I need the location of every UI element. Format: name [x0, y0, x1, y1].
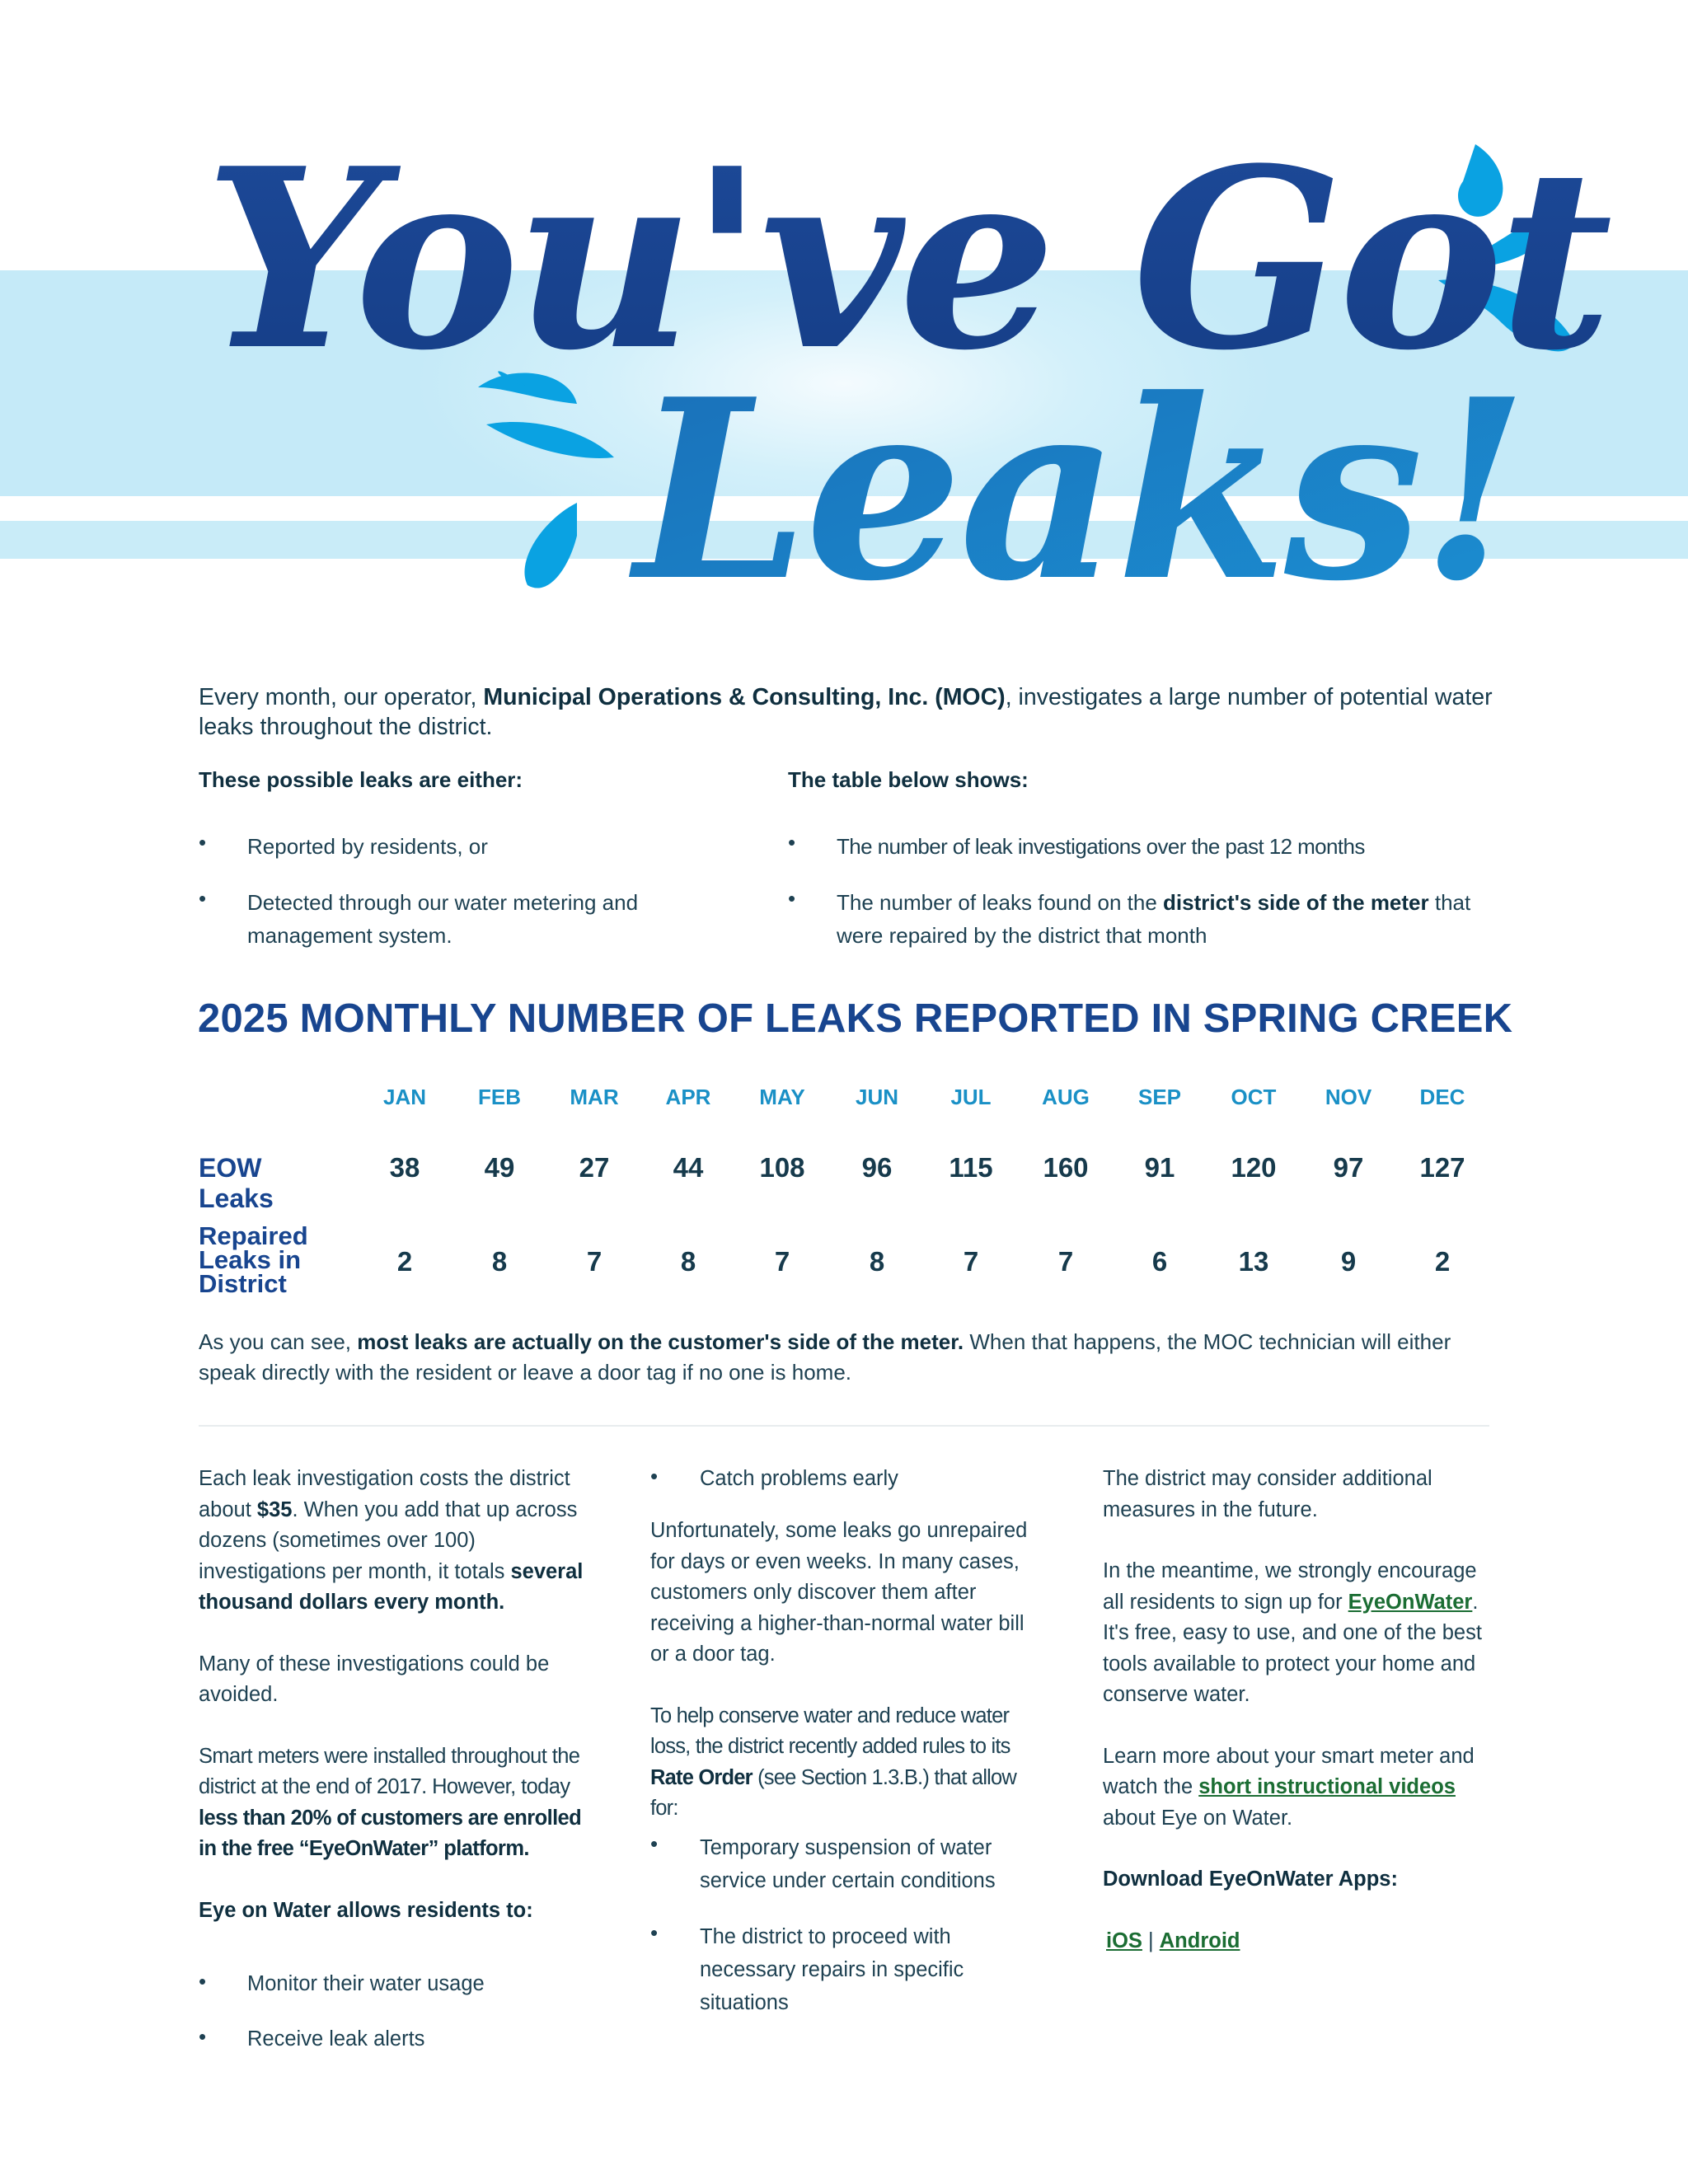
list-item-text-end: that were repaired by the district that month [837, 890, 1471, 948]
table-cell: 9 [1340, 1246, 1357, 1277]
title-line-1: You've Got [204, 114, 1608, 405]
table-cell: 108 [759, 1152, 805, 1183]
videos-paragraph [1103, 1741, 1494, 1835]
bullet-icon: • [199, 1969, 207, 1994]
table-cell: 96 [861, 1152, 893, 1183]
intro-paragraph [199, 682, 1501, 742]
ios-link[interactable]: iOS [1106, 1929, 1142, 1952]
text: about Eye on Water. [1103, 1806, 1293, 1830]
cost-total: several thousand dollars every month. [199, 1559, 584, 1614]
title-line-2: Leaks! [635, 344, 1526, 626]
bullet-icon: • [199, 2024, 207, 2049]
intro-text-end: , investigates a large number of potential water leaks throughout the district. [199, 684, 1493, 740]
column-2 [650, 1516, 1046, 1825]
section-divider [199, 1425, 1489, 1427]
month-header: FEB [478, 1085, 521, 1109]
table-cell: 120 [1231, 1152, 1277, 1183]
table-title: 2025 MONTHLY NUMBER OF LEAKS REPORTED IN SPRING CREEK [198, 996, 1513, 1041]
cost-value: $35 [256, 1497, 293, 1521]
row-label-line: Leaks in [199, 1245, 302, 1274]
future-measures-paragraph: The district may consider additional measures in the future. [1103, 1467, 1432, 1521]
row-label-repaired [199, 1221, 308, 1298]
list-item: The number of leak investigations over the past 12 months [837, 834, 1365, 859]
table-cell: 2 [396, 1246, 413, 1277]
col1-heading [199, 1896, 590, 1927]
videos-link[interactable]: short instructional videos [1198, 1775, 1456, 1798]
enrollment-stat: less than 20% of customers are enrolled in the free “EyeOnWater” platform. [199, 1806, 582, 1860]
table-cell: 97 [1333, 1152, 1364, 1183]
avoidable-paragraph: Many of these investigations could be avoided. [199, 1652, 550, 1706]
eyeonwater-link[interactable]: EyeOnWater [1348, 1590, 1473, 1614]
table-note [199, 1327, 1501, 1388]
month-header: JUL [950, 1085, 992, 1109]
month-header: JAN [382, 1085, 426, 1109]
month-header: MAY [759, 1085, 805, 1109]
signup-paragraph [1103, 1556, 1494, 1711]
month-header: APR [665, 1085, 711, 1109]
bullet-icon: • [199, 830, 207, 855]
list-item: Receive leak alerts [247, 2027, 425, 2050]
table-cell: 160 [1043, 1152, 1089, 1183]
list-item: Detected through our water metering and management system. [247, 890, 639, 948]
text: Learn more about your smart meter and watch the [1103, 1744, 1475, 1798]
table-cell: 8 [680, 1246, 696, 1277]
table-cell: 6 [1151, 1246, 1168, 1277]
row-label-line: Repaired [199, 1221, 308, 1250]
month-header: NOV [1325, 1085, 1372, 1109]
table-cell: 8 [869, 1246, 885, 1277]
bullet-icon: • [788, 886, 796, 911]
unrepaired-paragraph: Unfortunately, some leaks go unrepaired for days or even weeks. In many cases, customers only discover them after receiving a higher-than-normal water bill or a door tag. [650, 1519, 1028, 1666]
month-header: MAR [570, 1085, 619, 1109]
bullet-icon: • [788, 830, 796, 855]
list-item-text: The number of leaks found on the [837, 890, 1164, 915]
download-heading: Download EyeOnWater Apps: [1103, 1868, 1398, 1891]
table-cell: 127 [1419, 1152, 1465, 1183]
text: Smart meters were installed throughout the district at the end of 2017. However, today [199, 1744, 580, 1798]
link-separator: | [1148, 1929, 1154, 1952]
month-header: AUG [1042, 1085, 1090, 1109]
table-cell: 7 [1057, 1246, 1074, 1277]
text: . When you add that up across dozens (sometimes over 100) investigations per month, it totals [199, 1497, 578, 1583]
table-cell: 7 [963, 1246, 979, 1277]
list-item: The district to proceed with necessary repairs in specific situations [700, 1925, 964, 2014]
row-label-line: District [199, 1269, 287, 1298]
table-cell: 7 [774, 1246, 790, 1277]
app-links [1103, 1926, 1494, 1957]
column-3 [1103, 1464, 1494, 1957]
table-cell: 7 [586, 1246, 603, 1277]
eyeonwater-heading: Eye on Water allows residents to: [199, 1898, 533, 1922]
left-subheading: These possible leaks are either: [199, 767, 523, 792]
table-cell: 8 [491, 1246, 508, 1277]
table-cell: 2 [1434, 1246, 1451, 1277]
smart-meter-paragraph [199, 1741, 590, 1865]
bullet-icon: • [650, 1464, 659, 1488]
month-header: OCT [1231, 1085, 1277, 1109]
list-item: Reported by residents, or [247, 834, 488, 859]
bullet-icon: • [650, 1920, 659, 1945]
list-item: Catch problems early [700, 1467, 898, 1490]
operator-name: Municipal Operations & Consulting, Inc. (MOC) [483, 684, 1006, 710]
table-cell: 49 [484, 1152, 515, 1183]
table-cell: 13 [1238, 1246, 1269, 1277]
table-cell: 91 [1144, 1152, 1175, 1183]
cost-paragraph [199, 1464, 590, 1619]
rate-order-paragraph [650, 1701, 1046, 1825]
table-cell: 115 [949, 1152, 993, 1183]
text: . It's free, easy to use, and one of the best tools available to protect your home and conserve water. [1103, 1590, 1482, 1706]
text: (see Section 1.3.B.) that allow for: [650, 1765, 1017, 1820]
bullet-icon: • [199, 886, 207, 911]
month-header: SEP [1137, 1085, 1182, 1109]
table-cell: 44 [673, 1152, 704, 1183]
row-label-eow: EOW Leaks [199, 1153, 274, 1213]
text: To help conserve water and reduce water loss, the district recently added rules to its [650, 1704, 1010, 1758]
month-header: JUN [855, 1085, 898, 1109]
note-bold: most leaks are actually on the customer's side of the meter. [357, 1329, 964, 1354]
list-item [837, 886, 1496, 952]
note-text-end: When that happens, the MOC technician will either speak directly with the resident or leave a door tag if no one is home. [199, 1329, 1451, 1385]
header-title-art [0, 0, 1688, 626]
right-subheading: The table below shows: [788, 767, 1029, 792]
table-cell: 27 [579, 1152, 610, 1183]
android-link[interactable]: Android [1159, 1929, 1240, 1952]
bullet-icon: • [650, 1831, 659, 1856]
list-item: Monitor their water usage [247, 1972, 485, 1995]
list-item: Temporary suspension of water service under certain conditions [700, 1836, 996, 1892]
rate-order: Rate Order [650, 1765, 753, 1789]
list-item-bold: district's side of the meter [1163, 890, 1429, 915]
column-1 [199, 1464, 590, 1926]
intro-text: Every month, our operator, [199, 684, 484, 710]
text: In the meantime, we strongly encourage all residents to sign up for [1103, 1559, 1477, 1614]
download-heading-wrap [1103, 1864, 1494, 1896]
table-cell: 38 [389, 1152, 420, 1183]
text: Each leak investigation costs the district about [199, 1467, 570, 1521]
note-text: As you can see, [199, 1329, 358, 1354]
month-header: DEC [1419, 1085, 1465, 1109]
